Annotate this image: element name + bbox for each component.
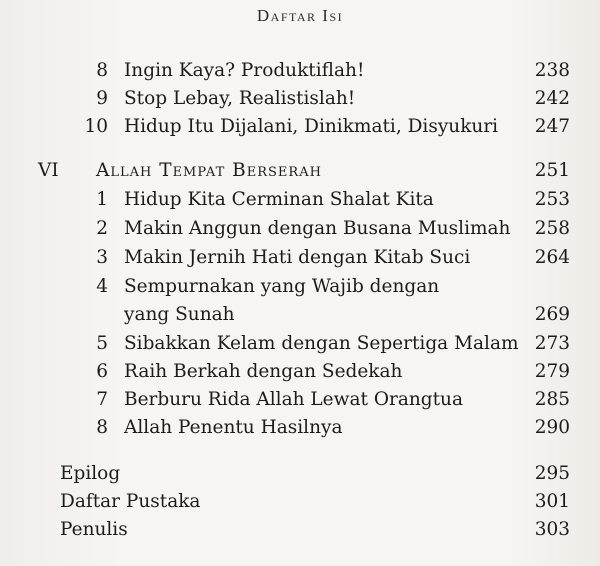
entry-number: 8 — [96, 60, 108, 81]
toc-entry-continuation — [0, 300, 600, 330]
toc-entry — [0, 112, 600, 142]
section-number: VI — [38, 160, 59, 181]
toc-section-heading — [0, 156, 600, 186]
toc-entry — [0, 56, 600, 86]
back-matter-page: 303 — [534, 519, 570, 540]
running-header: Daftar Isi — [256, 6, 344, 25]
entry-number: 2 — [96, 218, 108, 239]
toc-entry — [0, 272, 600, 302]
back-matter-page: 295 — [534, 463, 570, 484]
entry-title: Allah Penentu Hasilnya — [124, 417, 343, 438]
entry-number: 5 — [96, 333, 108, 354]
entry-title: Makin Anggun dengan Busana Muslimah — [124, 218, 511, 239]
toc-entry — [0, 243, 600, 273]
section-title: Allah Tempat Berserah — [96, 160, 322, 181]
entry-page: 285 — [534, 389, 570, 410]
toc-entry — [0, 385, 600, 415]
entry-title: Hidup Kita Cerminan Shalat Kita — [124, 189, 434, 210]
entry-title: Makin Jernih Hati dengan Kitab Suci — [124, 247, 471, 268]
entry-title: Stop Lebay, Realistislah! — [124, 88, 356, 109]
entry-number: 9 — [96, 88, 108, 109]
toc-entry — [0, 185, 600, 215]
entry-page: 242 — [534, 88, 570, 109]
entry-title: Berburu Rida Allah Lewat Orangtua — [124, 389, 463, 410]
entry-number: 1 — [96, 189, 108, 210]
entry-page: 273 — [534, 333, 570, 354]
back-matter-title: Epilog — [60, 463, 121, 484]
entry-page: 269 — [534, 304, 570, 325]
entry-page: 238 — [534, 60, 570, 81]
toc-back-matter — [0, 459, 600, 489]
entry-number: 3 — [96, 247, 108, 268]
toc-entry — [0, 214, 600, 244]
toc-back-matter — [0, 487, 600, 517]
back-matter-title: Daftar Pustaka — [60, 491, 201, 512]
toc-entry — [0, 84, 600, 114]
entry-number: 4 — [96, 276, 108, 297]
entry-number: 7 — [96, 389, 108, 410]
entry-page: 279 — [534, 361, 570, 382]
entry-page: 253 — [534, 189, 570, 210]
entry-page: 247 — [534, 116, 570, 137]
toc-entry — [0, 329, 600, 359]
entry-title: Sibakkan Kelam dengan Sepertiga Malam — [124, 333, 519, 354]
entry-number: 8 — [96, 417, 108, 438]
back-matter-title: Penulis — [60, 519, 128, 540]
toc-entry — [0, 413, 600, 443]
entry-page: 290 — [534, 417, 570, 438]
toc-entry — [0, 357, 600, 387]
section-page: 251 — [534, 160, 570, 181]
entry-page: 264 — [534, 247, 570, 268]
toc-back-matter — [0, 515, 600, 545]
entry-page: 258 — [534, 218, 570, 239]
back-matter-page: 301 — [534, 491, 570, 512]
entry-title: Ingin Kaya? Produktiflah! — [124, 60, 365, 81]
entry-title: Sempurnakan yang Wajib dengan — [124, 276, 440, 297]
entry-title: Hidup Itu Dijalani, Dinikmati, Disyukuri — [124, 116, 499, 137]
entry-number: 10 — [84, 116, 108, 137]
entry-title-continuation: yang Sunah — [124, 304, 235, 325]
entry-title: Raih Berkah dengan Sedekah — [124, 361, 403, 382]
entry-number: 6 — [96, 361, 108, 382]
